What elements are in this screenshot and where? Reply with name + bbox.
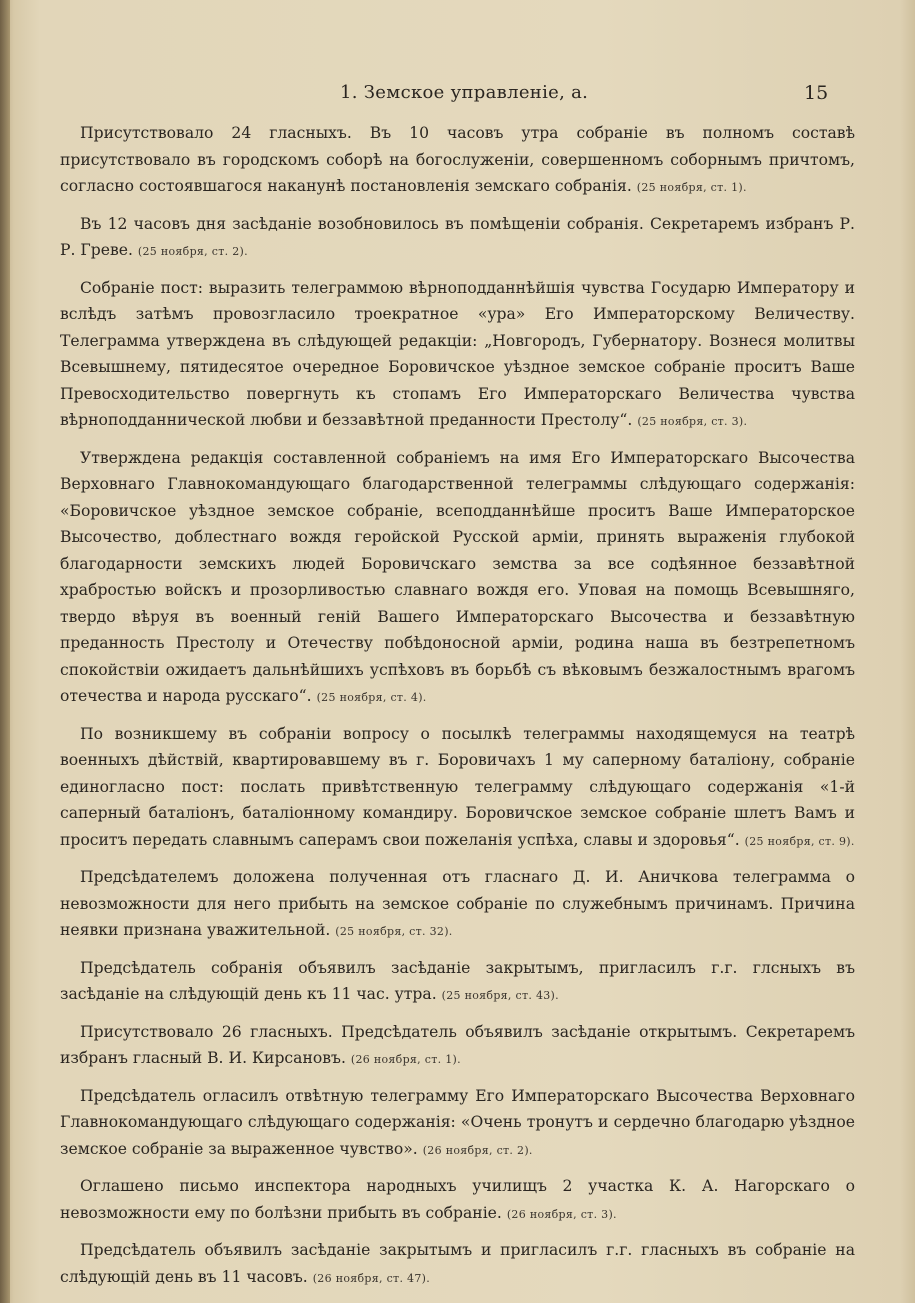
session-reference: (25 ноября, ст. 3). — [637, 415, 748, 428]
session-reference: (26 ноября, ст. 2). — [422, 1143, 533, 1157]
paragraph — [60, 721, 855, 856]
paragraph-text: Оглашено письмо инспектора народныхъ училищъ 2 участка К. А. Нагорскаго о невозможности ему по болѣзни прибыть въ собраніе. — [60, 1177, 855, 1222]
running-title: 1. Земское управленіе, а. — [340, 82, 589, 103]
book-spine-shadow — [0, 0, 10, 1303]
session-reference: (26 ноября, ст. 3). — [506, 1207, 617, 1221]
session-reference: (25 ноября, ст. 9). — [744, 834, 855, 848]
session-reference: (25 ноября, ст. 1). — [636, 181, 747, 194]
paragraph — [60, 1019, 855, 1074]
paragraph — [60, 445, 855, 712]
paragraph — [60, 1083, 855, 1165]
paragraph — [60, 864, 855, 946]
paragraph-text: Присутствовало 24 гласныхъ. Въ 10 часовъ утра собраніе въ полномъ составѣ присутствовало въ городскомъ соборѣ на богослуженіи, совершенномъ соборнымъ причтомъ, согласно состоявшагося наканунѣ постановленія земскаго собранія. — [60, 124, 855, 195]
paragraph — [60, 275, 855, 436]
paragraph-text: Предсѣдатель объявилъ засѣданіе закрытымъ и пригласилъ г.г. гласныхъ въ собраніе на слѣдующій день въ 11 часовъ. — [60, 1241, 855, 1286]
session-reference: (26 ноября, ст. 1). — [350, 1053, 461, 1066]
paragraph-text: Предсѣдатель огласилъ отвѣтную телеграмму Его Императорскаго Высочества Верховнаго Главнокомандующаго слѣдующаго содержанія: «Очень тронутъ и сердечно благодарю уѣздное земское собраніе за выраженное чувство». — [60, 1086, 855, 1158]
paragraph — [60, 1237, 855, 1292]
page-body — [60, 120, 855, 1301]
paragraph-text: Въ 12 часовъ дня засѣданіе возобновилось въ помѣщеніи собранія. Секретаремъ избранъ Р. Р. Греве. — [60, 214, 855, 259]
paragraph-text: По возникшему въ собраніи вопросу о посылкѣ телеграммы находящемуся на театрѣ военныхъ дѣйствій, квартировавшему въ г. Боровичахъ 1 му саперному баталіону, собраніе единогласно пост: послать привѣтственную телеграмму слѣдующаго содержанія «1-й саперный баталіонъ, баталіонному командиру. Боровичское земское собраніе шлетъ Вамъ и проситъ передать славнымъ саперамъ свои пожеланія успѣха, славы и здоровья“. — [60, 724, 855, 849]
paragraph — [60, 211, 855, 266]
paragraph-text: Предсѣдатель собранія объявилъ засѣданіе закрытымъ, пригласилъ г.г. глсныхъ въ засѣданіе на слѣдующій день къ 11 час. утра. — [60, 958, 855, 1003]
paragraph — [60, 1173, 855, 1228]
session-reference: (25 ноября, ст. 2). — [137, 245, 248, 258]
paragraph-text: Присутствовало 26 гласныхъ. Предсѣдатель объявилъ засѣданіе открытымъ. Секретаремъ избранъ гласный В. И. Кирсановъ. — [60, 1022, 855, 1067]
session-reference: (26 ноября, ст. 47). — [312, 1271, 431, 1285]
page-number: 15 — [804, 82, 829, 104]
paragraph — [60, 955, 855, 1010]
session-reference: (25 ноября, ст. 43). — [441, 989, 559, 1002]
session-reference: (25 ноября, ст. 32). — [335, 925, 453, 938]
paragraph-text: Предсѣдателемъ доложена полученная отъ гласнаго Д. И. Аничкова телеграмма о невозможности для него прибыть на земское собраніе по служебнымъ причинамъ. Причина неявки признана уважительной. — [60, 868, 855, 939]
paragraph-text: Собраніе пост: выразить телеграммою вѣрноподданнѣйшія чувства Государю Императору и вслѣдъ затѣмъ провозгласило троекратное «ура» Его Императорскому Величеству. Телеграмма утверждена въ слѣдующей редакціи: „Новгородъ, Губернатору. Вознеся молитвы Всевышнему, пятидесятое очередное Боровичское уѣздное земское собраніе проситъ Ваше Превосходительство повергнуть къ стопамъ Его Императорскаго Величества чувства вѣрноподданнической любви и беззавѣтной преданности Престолу“. — [60, 278, 855, 429]
paragraph — [60, 120, 855, 202]
session-reference: (25 ноября, ст. 4). — [316, 691, 427, 704]
paragraph-text: Утверждена редакція составленной собраніемъ на имя Его Императорскаго Высочества Верховнаго Главнокомандующаго благодарственной телеграммы слѣдующаго содержанія: «Боровичское уѣздное земское собраніе, всеподданнѣйше проситъ Ваше Императорское Высочество, доблестнаго вождя геройской Русской арміи, принять выраженія глубокой благодарности земскихъ людей Боровичскаго земства за все содѣянное беззавѣтной храбростью войскъ и прозорливостью славнаго вождя его. Уповая на помощь Всевышняго, твердо вѣруя въ военный геній Вашего Императорскаго Высочества и беззавѣтную преданность Престолу и Отечеству побѣдоносной арміи, родина наша въ безтрепетномъ спокойствіи ожидаетъ дальнѣйшихъ успѣховъ въ борьбѣ съ вѣковымъ безжалостнымъ врагомъ отечества и народа русскаго“. — [60, 448, 855, 705]
page-header — [0, 82, 915, 112]
